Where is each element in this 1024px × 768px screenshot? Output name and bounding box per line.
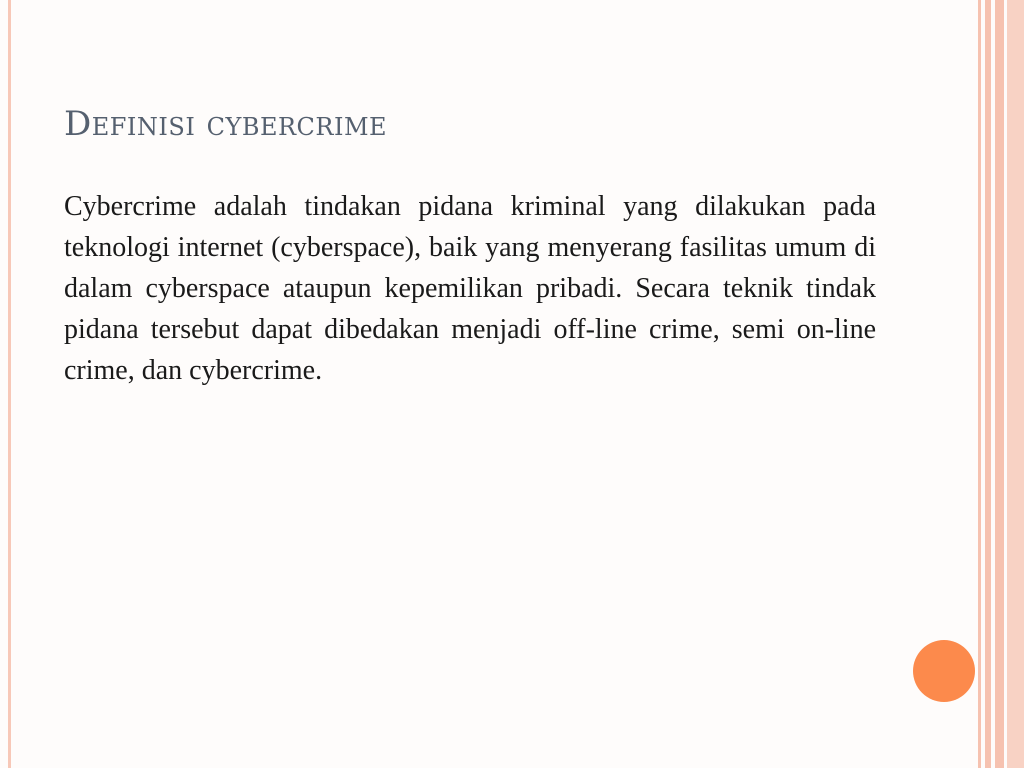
left-decorative-line [8, 0, 11, 768]
stripe [995, 0, 1004, 768]
slide-body-text: Cybercrime adalah tindakan pidana kriminal yang dilakukan pada teknologi internet (cyberspace), baik yang menyerang fasilitas umum di dalam cyberspace ataupun kepemilikan pribadi. Secara teknik tindak pidana tersebut dapat dibedakan menjadi off-line crime, semi on-line crime, dan cybercrime. [64, 191, 876, 386]
right-decorative-stripes [978, 0, 1024, 768]
stripe [1007, 0, 1024, 768]
slide-title: Definisi cybercrime [64, 104, 388, 144]
decorative-circle [913, 640, 975, 702]
